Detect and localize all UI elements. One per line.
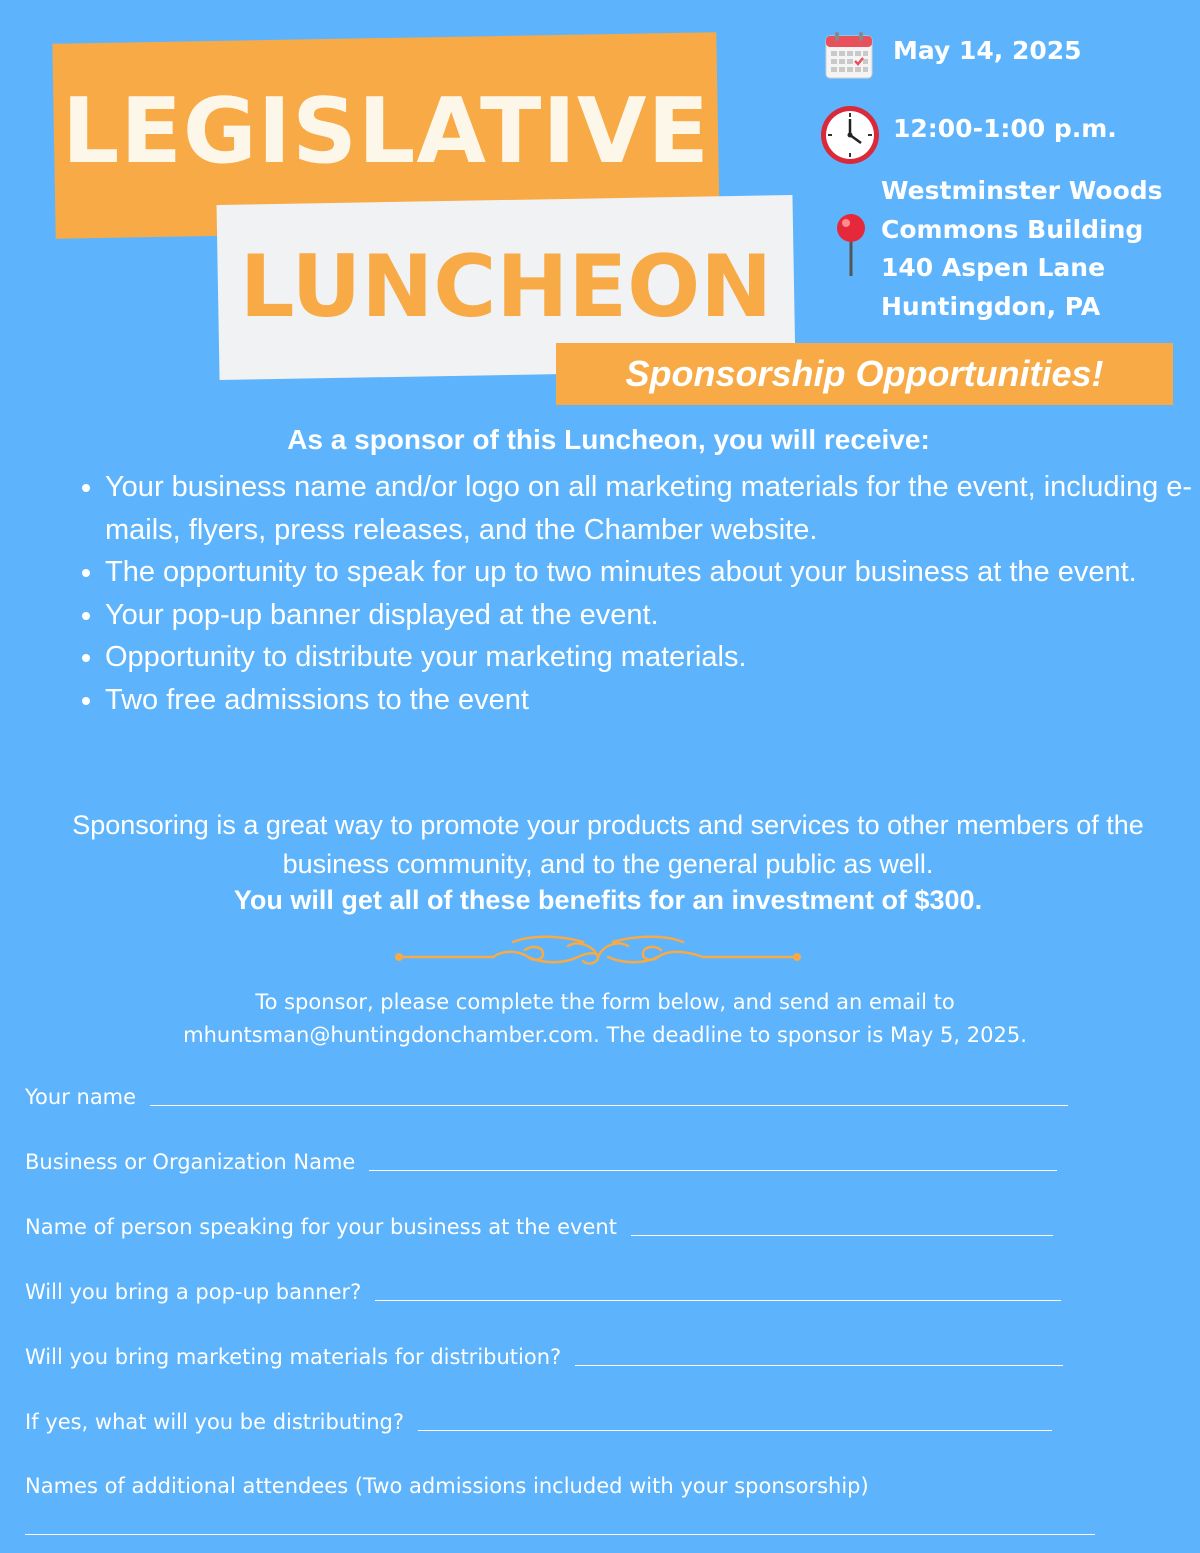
form-row-banner — [25, 1279, 1061, 1305]
form-label: Will you bring marketing materials for distribution? — [25, 1345, 562, 1369]
event-venue — [881, 172, 1163, 326]
benefit-item: • The opportunity to speak for up to two minutes about your business at the event. — [105, 551, 1195, 594]
form-row-materials — [25, 1344, 1063, 1370]
attendees-field[interactable] — [25, 1534, 1095, 1535]
business-name-field[interactable] — [369, 1150, 1057, 1171]
event-date: May 14, 2025 — [893, 36, 1082, 65]
calendar-icon — [824, 30, 874, 80]
event-time: 12:00-1:00 p.m. — [893, 114, 1117, 143]
benefit-item: • Your business name and/or logo on all marketing materials for the event, including e-mails, flyers, press releases, and the Chamber website. — [105, 466, 1195, 551]
ornament-divider-icon — [393, 930, 803, 982]
form-label: If yes, what will you be distributing? — [25, 1410, 405, 1434]
promo-price: You will get all of these benefits for an investment of $300. — [233, 885, 983, 915]
benefit-item: • Two free admissions to the event — [105, 679, 1195, 722]
benefits-list — [60, 466, 1195, 722]
speaker-name-field[interactable] — [631, 1215, 1053, 1236]
title-luncheon: LUNCHEON — [239, 237, 773, 337]
venue-line: 140 Aspen Lane — [881, 253, 1106, 282]
map-pin-icon — [832, 212, 870, 278]
form-label: Name of person speaking for your business at the event — [25, 1215, 617, 1239]
form-label: Names of additional attendees (Two admissions included with your sponsorship) — [25, 1474, 869, 1498]
clock-icon — [818, 103, 882, 167]
materials-field[interactable] — [575, 1345, 1063, 1366]
distributing-field[interactable] — [418, 1410, 1052, 1431]
benefits-heading: As a sponsor of this Luncheon, you will receive: — [287, 424, 930, 455]
benefit-item: • Opportunity to distribute your marketing materials. — [105, 636, 1195, 679]
form-row-attendees — [25, 1473, 883, 1499]
benefit-item: • Your pop-up banner displayed at the event. — [105, 594, 1195, 637]
banner-field[interactable] — [375, 1280, 1061, 1301]
form-row-distributing — [25, 1409, 1052, 1435]
sponsorship-banner-text: Sponsorship Opportunities! — [625, 353, 1104, 394]
title-legislative: LEGISLATIVE — [61, 79, 711, 184]
venue-line: Huntingdon, PA — [881, 291, 1101, 321]
venue-line: Commons Building — [881, 214, 1144, 244]
form-row-business-name — [25, 1149, 1057, 1175]
your-name-field[interactable] — [150, 1085, 1068, 1106]
promo-text: Sponsoring is a great way to promote your products and services to other members of the business community, and to the general public as well. — [72, 810, 1144, 879]
venue-line: Westminster Woods — [881, 176, 1163, 205]
form-row-speaker-name — [25, 1214, 1053, 1240]
form-label: Will you bring a pop-up banner? — [25, 1280, 362, 1304]
instructions-text: To sponsor, please complete the form below, and send an email to mhuntsman@huntingdonchamber.com. The deadline to sponsor is May 5, 2025. — [183, 990, 1027, 1047]
form-label: Your name — [25, 1085, 137, 1109]
form-label: Business or Organization Name — [25, 1150, 356, 1174]
form-row-your-name — [25, 1084, 1068, 1110]
